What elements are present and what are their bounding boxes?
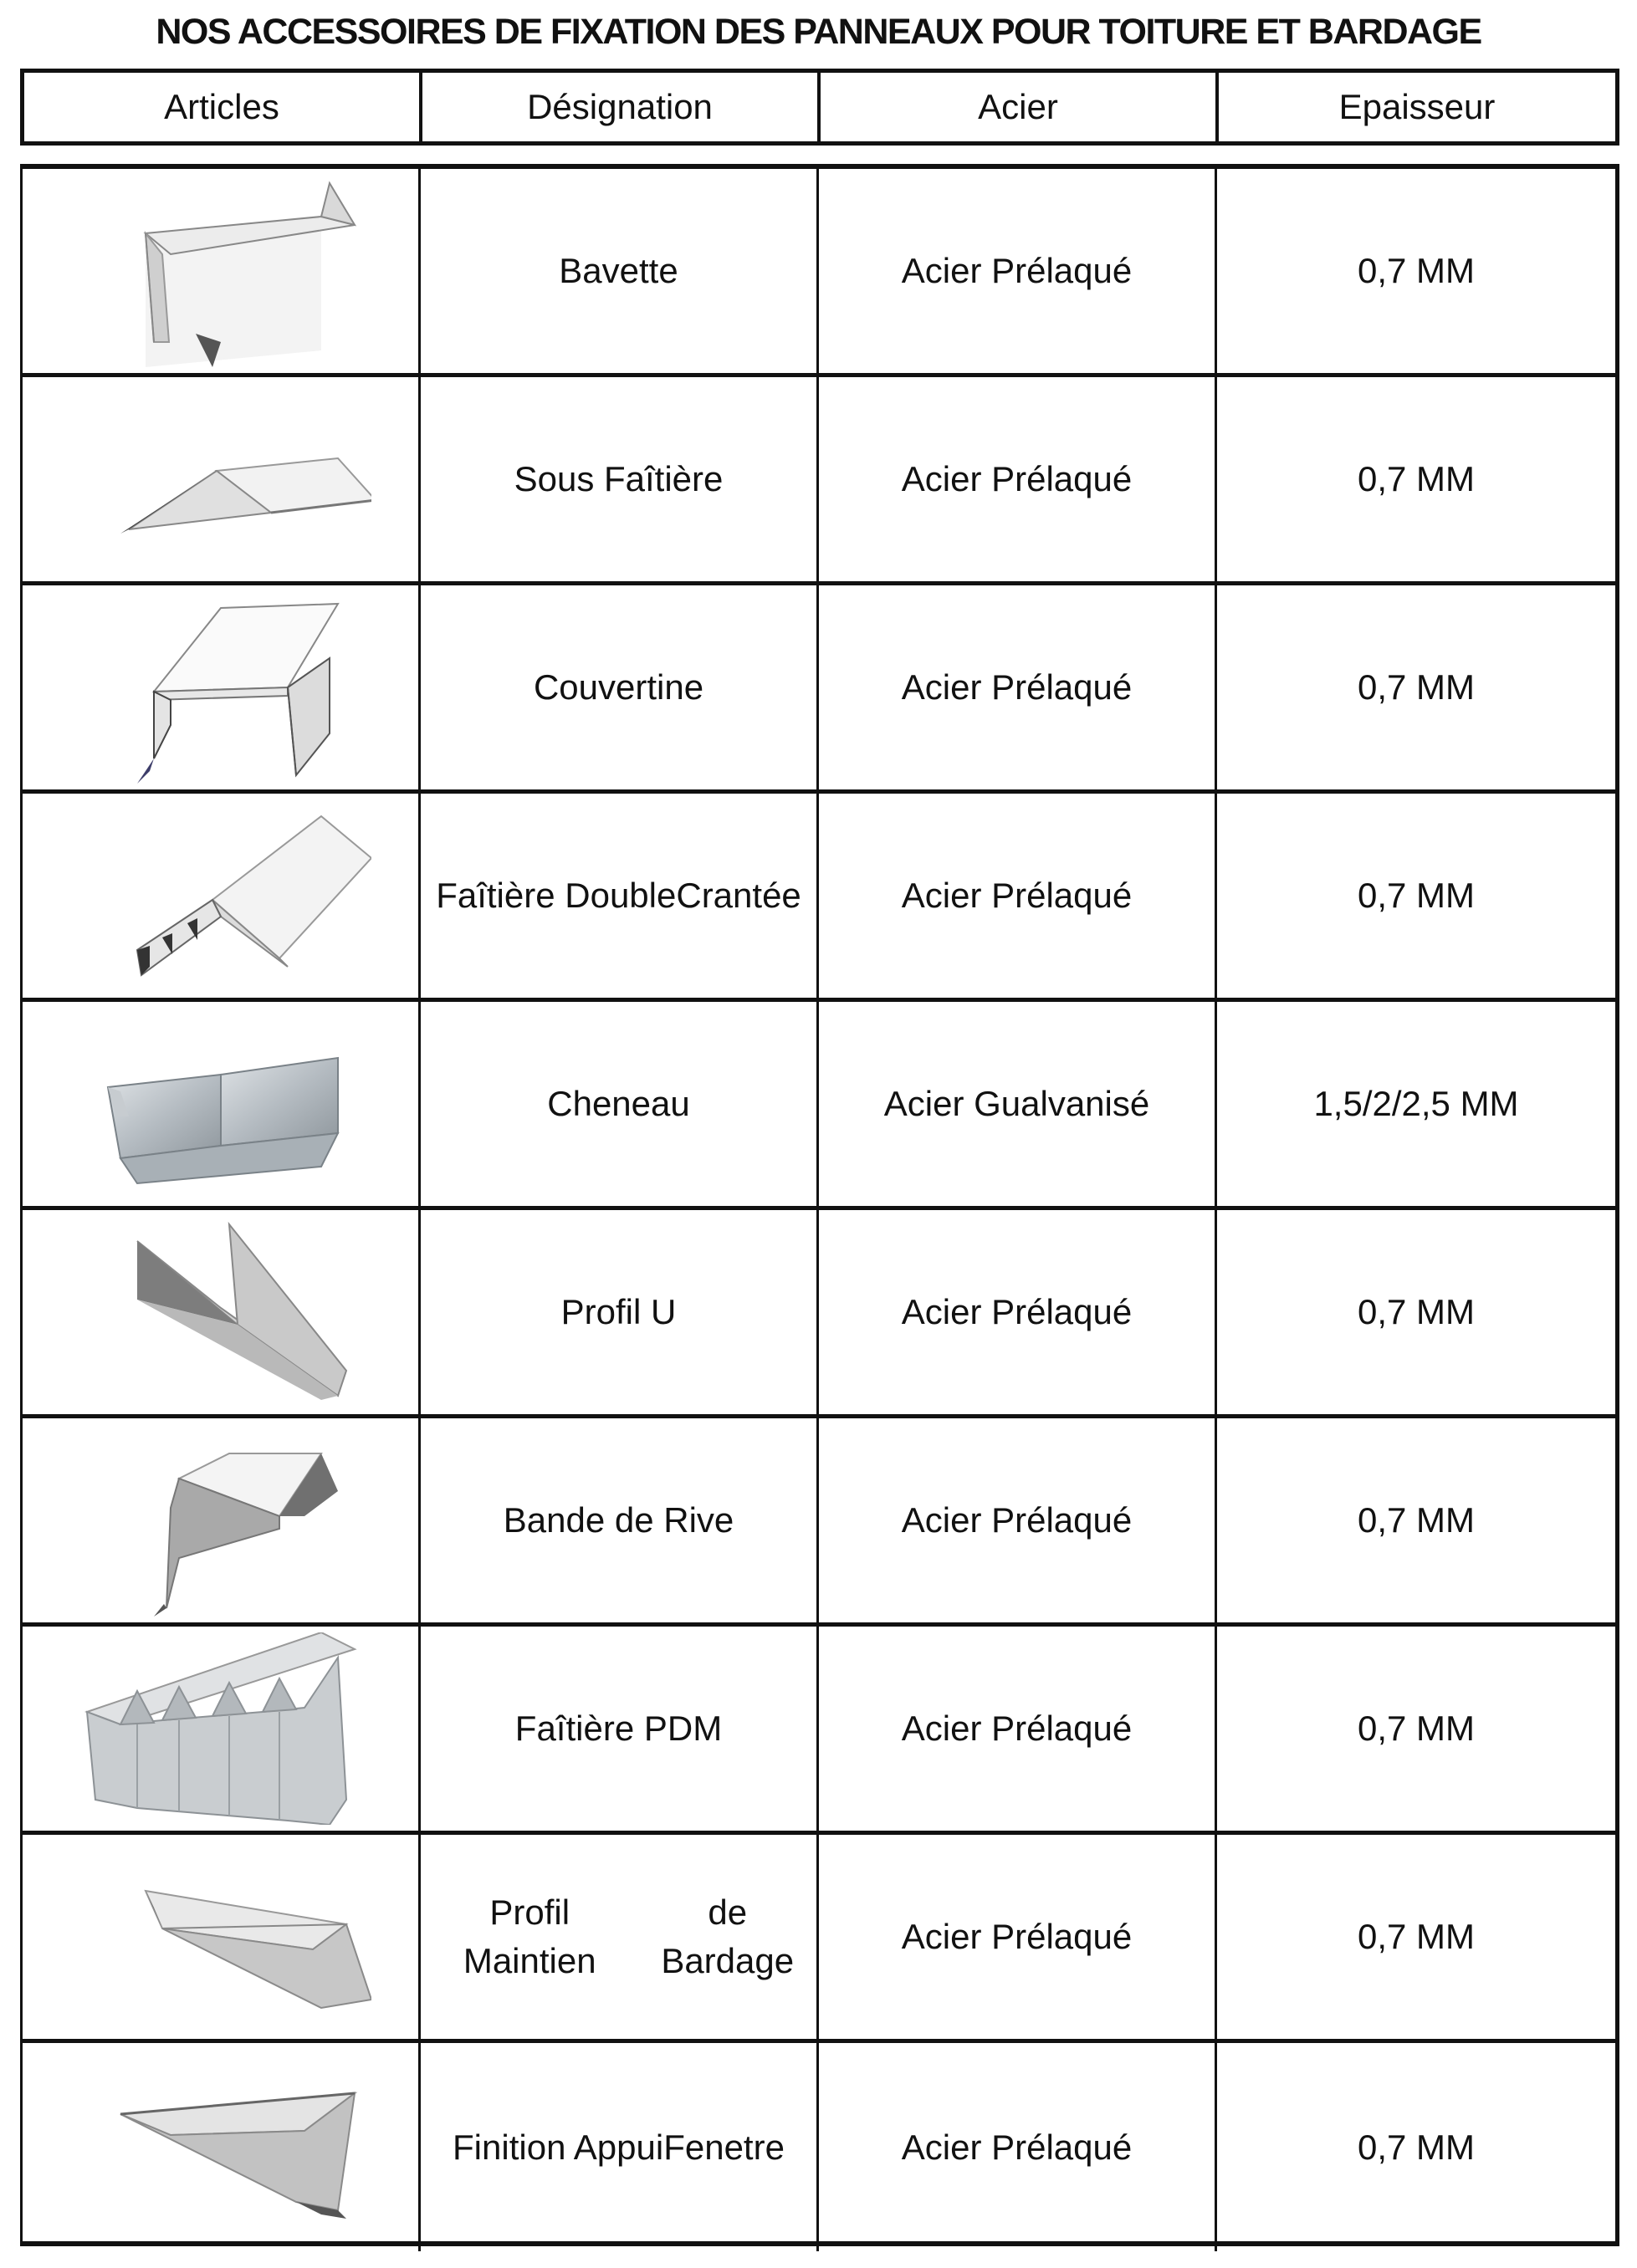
acier-cell: Acier Prélaqué xyxy=(819,1627,1217,1831)
table-row xyxy=(23,1627,1615,1835)
article-image-cell xyxy=(23,1002,421,1206)
profil-maintien-bardage-icon xyxy=(70,1841,371,2033)
article-image-cell xyxy=(23,1835,421,2039)
designation-cell xyxy=(421,2043,819,2251)
column-header-designation: Désignation xyxy=(422,73,821,141)
acier-cell: Acier Prélaqué xyxy=(819,794,1217,998)
designation-line: Profil Maintien xyxy=(463,1893,596,1980)
epaisseur-cell: 0,7 MM xyxy=(1357,2127,1476,2167)
acier-cell: Acier Gualvanisé xyxy=(819,1002,1217,1206)
acier-cell: Acier Prélaqué xyxy=(819,1418,1217,1622)
column-header-acier: Acier xyxy=(821,73,1219,141)
designation-line: Finition Appui xyxy=(453,2127,664,2167)
page-title: NOS ACCESSOIRES DE FIXATION DES PANNEAUX POUR TOITURE ET BARDAGE xyxy=(156,12,1481,52)
designation-cell: Bavette xyxy=(421,169,819,373)
table-row xyxy=(23,585,1615,794)
table-row xyxy=(23,169,1615,377)
designation-line: Faîtière Double xyxy=(436,876,677,916)
article-image-cell xyxy=(23,794,421,998)
epaisseur-cell: 0,7 MM xyxy=(1357,667,1476,707)
epaisseur-cell: 0,7 MM xyxy=(1357,1917,1476,1957)
table-row xyxy=(23,794,1615,1002)
designation-cell: Sous Faîtière xyxy=(421,377,819,581)
epaisseur-cell: 0,7 MM xyxy=(1357,459,1476,499)
faitiere-double-crantee-icon xyxy=(70,799,371,992)
cheneau-icon xyxy=(70,1008,371,1200)
article-image-cell xyxy=(23,585,421,789)
epaisseur-cell: 0,7 MM xyxy=(1357,251,1476,291)
acier-cell: Acier Prélaqué xyxy=(819,169,1217,373)
faitiere-pdm-icon xyxy=(70,1632,371,1825)
acier-cell: Acier Prélaqué xyxy=(819,1210,1217,1414)
table-row xyxy=(23,1210,1615,1418)
article-image-cell xyxy=(23,1418,421,1622)
designation-cell: Bande de Rive xyxy=(421,1418,819,1622)
finition-appui-fenetre-icon xyxy=(70,2051,371,2244)
designation-cell: Profil U xyxy=(421,1210,819,1414)
article-image-cell xyxy=(23,377,421,581)
epaisseur-cell: 0,7 MM xyxy=(1357,1500,1476,1540)
profil-u-icon xyxy=(70,1216,371,1408)
column-header-articles: Articles xyxy=(24,73,422,141)
table-row xyxy=(23,1418,1615,1627)
designation-line: Crantée xyxy=(676,876,801,916)
table-row xyxy=(23,377,1615,585)
column-header-epaisseur: Epaisseur xyxy=(1338,87,1496,126)
table-row xyxy=(23,2043,1615,2251)
table-row xyxy=(23,1835,1615,2043)
epaisseur-cell: 1,5/2/2,5 MM xyxy=(1313,1084,1519,1124)
designation-cell xyxy=(421,794,819,998)
designation-line: de Bardage xyxy=(661,1893,795,1980)
epaisseur-cell: 0,7 MM xyxy=(1357,876,1476,916)
designation-cell xyxy=(421,1835,819,2039)
sous-faitiere-icon xyxy=(70,383,371,575)
designation-cell: Faîtière PDM xyxy=(421,1627,819,1831)
bande-de-rive-icon xyxy=(70,1424,371,1617)
table-row xyxy=(23,1002,1615,1210)
designation-cell: Couvertine xyxy=(421,585,819,789)
bavette-icon xyxy=(70,175,371,367)
accessories-table xyxy=(20,164,1619,2246)
acier-cell: Acier Prélaqué xyxy=(819,377,1217,581)
article-image-cell xyxy=(23,1627,421,1831)
acier-cell: Acier Prélaqué xyxy=(819,585,1217,789)
acier-cell: Acier Prélaqué xyxy=(819,2043,1217,2251)
epaisseur-cell: 0,7 MM xyxy=(1357,1292,1476,1332)
couvertine-icon xyxy=(70,591,371,784)
article-image-cell xyxy=(23,169,421,373)
designation-cell: Cheneau xyxy=(421,1002,819,1206)
article-image-cell xyxy=(23,1210,421,1414)
epaisseur-cell: 0,7 MM xyxy=(1357,1709,1476,1749)
article-image-cell xyxy=(23,2043,421,2251)
table-header xyxy=(20,69,1619,146)
acier-cell: Acier Prélaqué xyxy=(819,1835,1217,2039)
designation-line: Fenetre xyxy=(663,2127,785,2167)
